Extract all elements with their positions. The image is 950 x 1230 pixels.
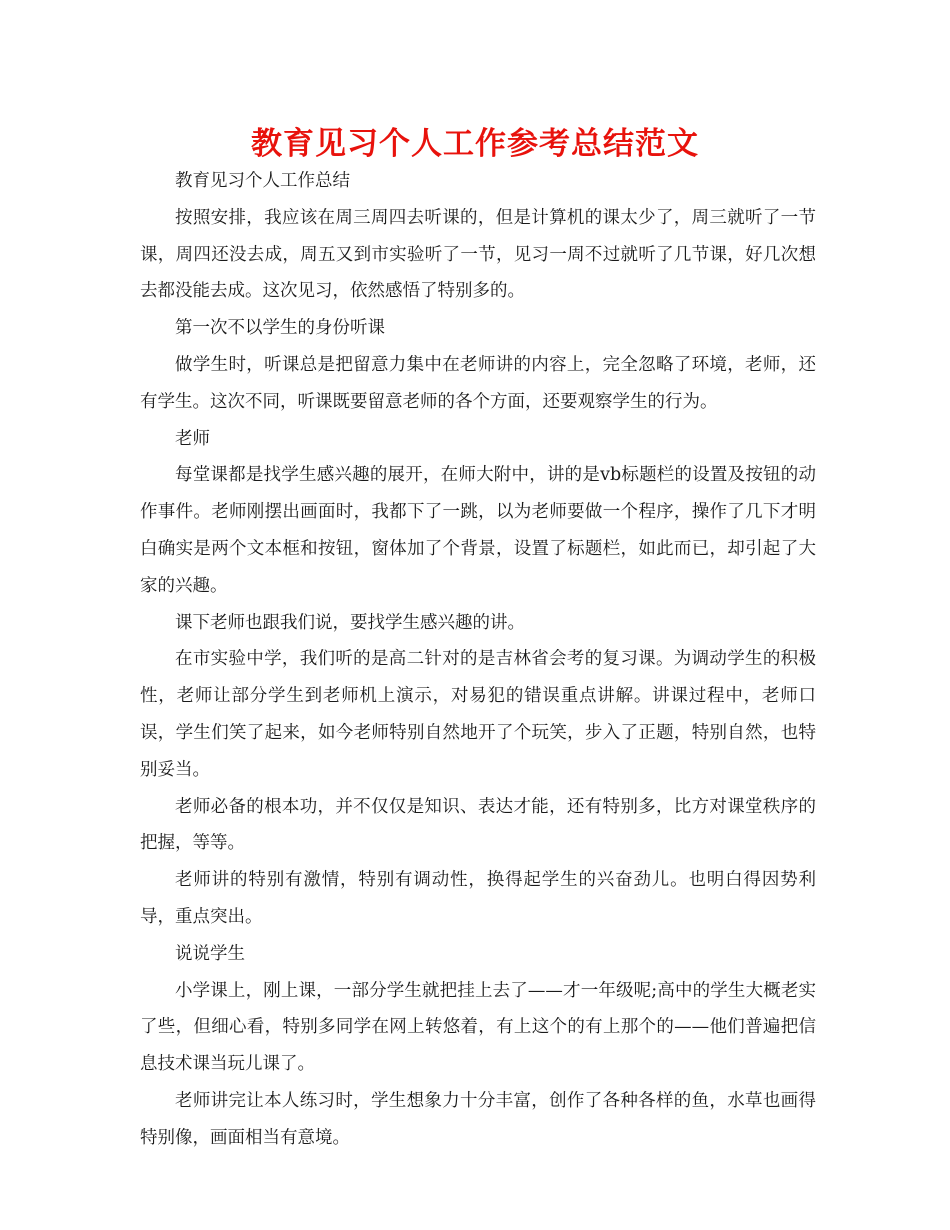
paragraph: 按照安排，我应该在周三周四去听课的，但是计算机的课太少了，周三就听了一节课，周四还没去成，周五又到市实验听了一节，见习一周不过就听了几节课，好几次想去都没能去成。这次见习，依然感悟了特别多的。 [140,207,816,302]
paragraph-subtitle: 教育见习个人工作总结 [175,171,350,191]
paragraph: 每堂课都是找学生感兴趣的展开，在师大附中，讲的是vb标题栏的设置及按钮的动作事件。老师刚摆出画面时，我都下了一跳，以为老师要做一个程序，操作了几下才明白确实是两个文本框和按钮，窗体加了个背景，设置了标题栏，如此而已，却引起了大家的兴趣。 [140,465,816,596]
section-heading: 第一次不以学生的身份听课 [175,318,385,339]
document-body [140,163,816,1157]
paragraph: 课下老师也跟我们说，要找学生感兴趣的讲。 [175,612,525,633]
document-title: 教育见习个人工作参考总结范文 [251,126,699,162]
paragraph: 老师必备的根本功，并不仅仅是知识、表达才能，还有特别多，比方对课堂秩序的把握，等等。 [140,796,816,854]
section-heading: 说说学生 [175,943,245,964]
paragraph: 做学生时，听课总是把留意力集中在老师讲的内容上，完全忽略了环境，老师，还有学生。这次不同，听课既要留意老师的各个方面，还要观察学生的行为。 [140,354,816,412]
paragraph: 老师讲完让本人练习时，学生想象力十分丰富，创作了各种各样的鱼，水草也画得特别像，画面相当有意境。 [140,1090,816,1148]
paragraph: 老师讲的特别有激情，特别有调动性，换得起学生的兴奋劲儿。也明白得因势利导，重点突出。 [140,870,816,927]
paragraph: 在市实验中学，我们听的是高二针对的是吉林省会考的复习课。为调动学生的积极性，老师让部分学生到老师机上演示，对易犯的错误重点讲解。讲课过程中，老师口误，学生们笑了起来，如今老师特别自然地开了个玩笑，步入了正题，特别自然，也特别妥当。 [140,649,816,780]
paragraph: 小学课上，刚上课，一部分学生就把挂上去了——才一年级呢;高中的学生大概老实了些，但细心看，特别多同学在网上转悠着，有上这个的有上那个的——他们普遍把信息技术课当玩儿课了。 [140,980,816,1075]
section-heading: 老师 [175,428,210,449]
